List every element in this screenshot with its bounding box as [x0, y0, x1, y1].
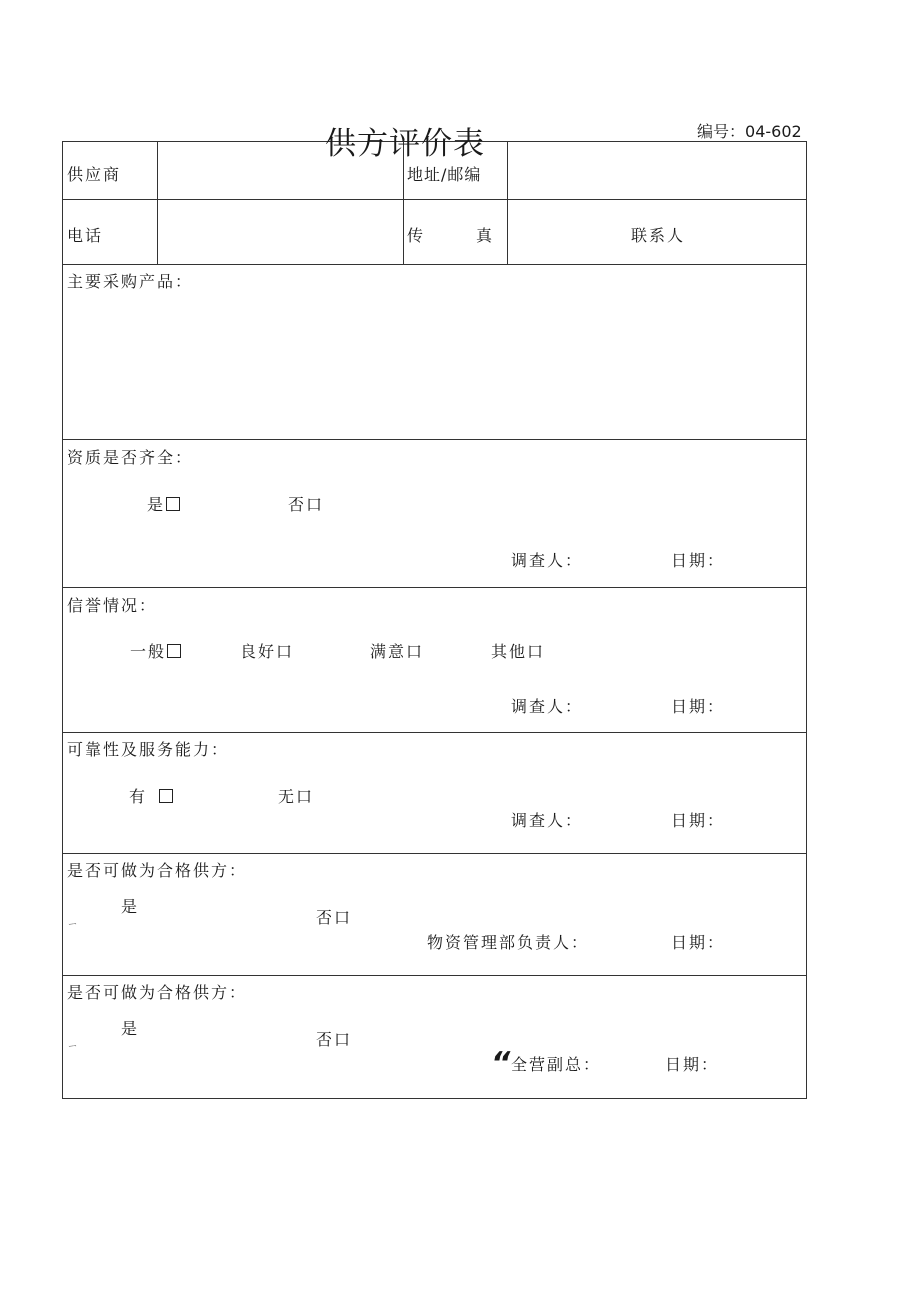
contact-label: 联系人 [631, 226, 686, 245]
qualification-no-option[interactable]: 否口 [288, 495, 325, 514]
qualified-1-mark: ㄧ [67, 918, 78, 931]
credit-general-label: 一般 [130, 642, 167, 661]
credit-label: 信誉情况： [67, 596, 158, 615]
row-divider [63, 732, 806, 733]
credit-satisfied-option[interactable]: 满意口 [370, 642, 425, 661]
qualified-1-no-option[interactable]: 否口 [316, 908, 353, 927]
row-divider [63, 439, 806, 440]
qualified-1-label: 是否可做为合格供方： [67, 861, 248, 880]
qualified-2-label: 是否可做为合格供方： [67, 983, 248, 1002]
page-title: 供方评价表 [325, 126, 485, 162]
reliability-date-label: 日期： [671, 811, 726, 830]
qualified-2-mark: ㄧ [67, 1040, 78, 1053]
credit-investigator-label: 调查人： [511, 697, 584, 716]
row-divider [63, 975, 806, 976]
qualified-2-yes-option[interactable]: 是 [121, 1019, 140, 1038]
checkbox-icon[interactable] [159, 789, 173, 803]
credit-date-label: 日期： [671, 697, 726, 716]
qualified-2-date-label: 日期： [665, 1055, 720, 1074]
quote-mark: “ [491, 1046, 511, 1081]
address-field[interactable] [508, 143, 805, 198]
reliability-has-option[interactable] [129, 784, 173, 807]
phone-label: 电话 [67, 226, 104, 245]
row-divider [63, 587, 806, 588]
qualified-2-no-option[interactable]: 否口 [316, 1030, 353, 1049]
qualified-1-yes-option[interactable]: 是 [121, 897, 140, 916]
checkbox-icon[interactable] [166, 497, 180, 511]
address-label: 地址/邮编 [407, 165, 482, 184]
qualification-investigator-label: 调查人： [511, 551, 584, 570]
row-divider [63, 853, 806, 854]
main-products-field[interactable] [64, 292, 805, 437]
checkbox-icon[interactable] [167, 644, 181, 658]
credit-general-option[interactable] [130, 639, 181, 662]
supplier-label: 供应商 [67, 165, 122, 184]
qualified-2-signer-label: 全营副总： [511, 1055, 602, 1074]
phone-field[interactable] [158, 200, 402, 263]
reliability-investigator-label: 调查人： [511, 811, 584, 830]
fax-label: 传 真 [407, 226, 500, 245]
qualification-label: 资质是否齐全： [67, 448, 194, 467]
main-products-label: 主要采购产品： [67, 272, 194, 291]
qualification-yes-label: 是 [147, 495, 166, 514]
qualified-1-signer-label: 物资管理部负责人： [427, 933, 590, 952]
evaluation-form [62, 141, 807, 1099]
credit-other-option[interactable]: 其他口 [491, 642, 546, 661]
form-code-label: 编号： [697, 122, 746, 141]
qualification-yes-option[interactable] [147, 492, 180, 515]
reliability-none-option[interactable]: 无口 [278, 787, 315, 806]
form-code-value: 04-602 [745, 122, 802, 141]
credit-good-option[interactable]: 良好口 [240, 642, 295, 661]
reliability-has-label: 有 [129, 787, 148, 806]
qualification-date-label: 日期： [671, 551, 726, 570]
row-divider [63, 264, 806, 265]
qualified-1-date-label: 日期： [671, 933, 726, 952]
reliability-label: 可靠性及服务能力： [67, 740, 230, 759]
form-code [697, 119, 802, 142]
